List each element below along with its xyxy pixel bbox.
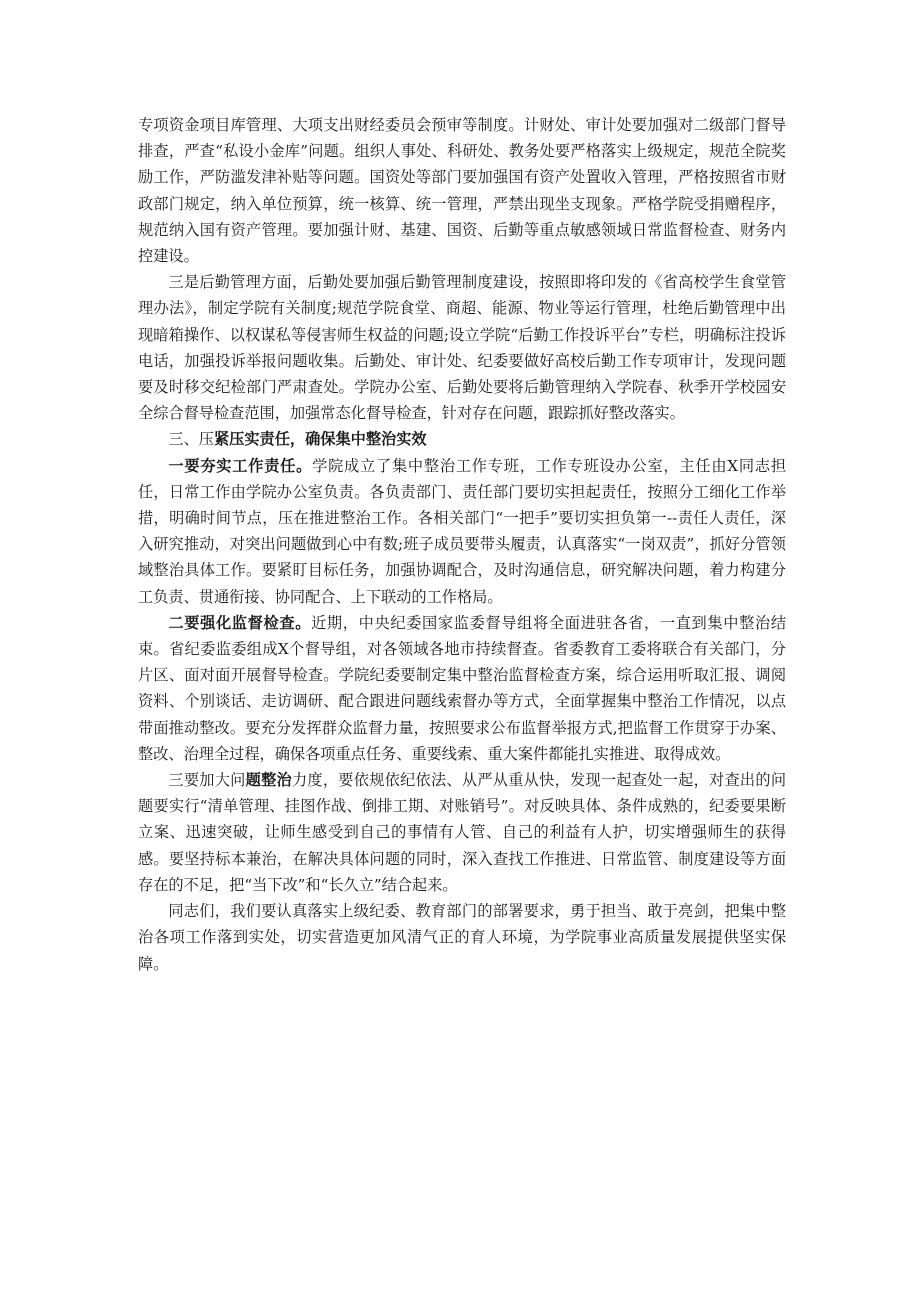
section-heading-bold: 紧压实责任，确保集中整治实效 <box>213 430 427 449</box>
paragraph-rectification <box>138 767 786 898</box>
paragraph-supervision <box>138 610 786 767</box>
paragraph-bold-rectification: 题整治 <box>245 771 292 790</box>
paragraph-logistics-management: 三是后勤管理方面，后勤处要加强后勤管理制度建设，按照即将印发的《省高校学生食堂管理办法》，制定学院有关制度;规范学院食堂、商超、能源、物业等运行管理，杜绝后勤管理中出现暗箱操作、以权谋私等侵害师生权益的问题;设立学院“后勤工作投诉平台”专栏，明确标注投诉电话，加强投诉举报问题收集。后勤处、审计处、纪委要做好高校后勤工作专项审计，发现问题要及时移交纪检部门严肃查处。学院办公室、后勤处要将后勤管理纳入学院春、秋季开学校园安全综合督导检查范围，加强常态化督导检查，针对存在问题，跟踪抓好整改落实。 <box>138 273 786 423</box>
paragraph-closing: 同志们，我们要认真落实上级纪委、教育部门的部署要求，勇于担当、敢于亮剑，把集中整治各项工作落到实处，切实营造更加风清气正的育人环境，为学院事业高质量发展提供坚实保障。 <box>138 902 786 973</box>
paragraph-text-rectification-a: 三要加大问 <box>168 771 246 790</box>
paragraph-text-supervision: 近期，中央纪委国家监委督导组将全面进驻各省，一直到集中整治结束。省纪委监委组成X个督导组，对各领域各地市持续督查。省委教育工委将联合有关部门，分片区、面对面开展督导检查。学院纪委要制定集中整治监督检查方案，综合运用听取汇报、调阅资料、个别谈话、走访调研、配合跟进问题线索督办等方式，全面掌握集中整治工作情况，以点带面推动整改。要充分发挥群众监督力量，按照要求公布监督举报方式,把监督工作贯穿于办案、整改、治理全过程，确保各项重点任务、重要线索、重大案件都能扎实推进、取得成效。 <box>138 613 787 763</box>
paragraph-funds-management: 专项资金项目库管理、大项支出财经委员会预审等制度。计财处、审计处要加强对二级部门督导排查，严查“私设小金库”问题。组织人事处、科研处、教务处要严格落实上级规定，规范全院奖励工作，严防滥发津补贴等问题。国资处等部门要加强国有资产处置收入管理，严格按照省市财政部门规定，纳入单位预算，统一核算、统一管理，严禁出现坐支现象。严格学院受捐赠程序，规范纳入国有资产管理。要加强计财、基建、国资、后勤等重点敏感领域日常监督检查、财务内控建设。 <box>138 116 786 266</box>
paragraph-work-responsibility <box>138 453 786 610</box>
section-heading-prefix: 三、压 <box>168 430 214 449</box>
paragraph-text-work-responsibility: 学院成立了集中整治工作专班，工作专班设办公室，主任由X同志担任，日常工作由学院办公室负责。各负责部门、责任部门要切实担起责任，按照分工细化工作举措，明确时间节点，压在推进整治工作。各相关部门“一把手”要切实担负第一--责任人责任，深入研究推动，对突出问题做到心中有数;班子成员要带头履责，认真落实“一岗双责”，抓好分管领域整治具体工作。要紧盯目标任务，加强协调配合，及时沟通信息，研究解决问题，着力构建分工负责、贯通衔接、协同配合、上下联动的工作格局。 <box>138 456 787 606</box>
document-body <box>138 112 786 977</box>
paragraph-text-rectification-b: 力度，要依规依纪依法、从严从重从快，发现一起查处一起，对查出的问题要实行“清单管理、挂图作战、倒排工期、对账销号”。对反映具体、条件成熟的，纪委要果断立案、迅速突破，让师生感受到自己的事情有人管、自己的利益有人护，切实增强师生的获得感。要坚持标本兼治，在解决具体问题的同时，深入查找工作推进、日常监管、制度建设等方面存在的不足，把“当下改”和“长久立”结合起来。 <box>138 771 787 894</box>
paragraph-lead-supervision: 二要强化监督检查。 <box>168 613 312 632</box>
section-heading-responsibility <box>138 426 786 452</box>
paragraph-lead-work-responsibility: 一要夯实工作责任。 <box>168 456 313 475</box>
